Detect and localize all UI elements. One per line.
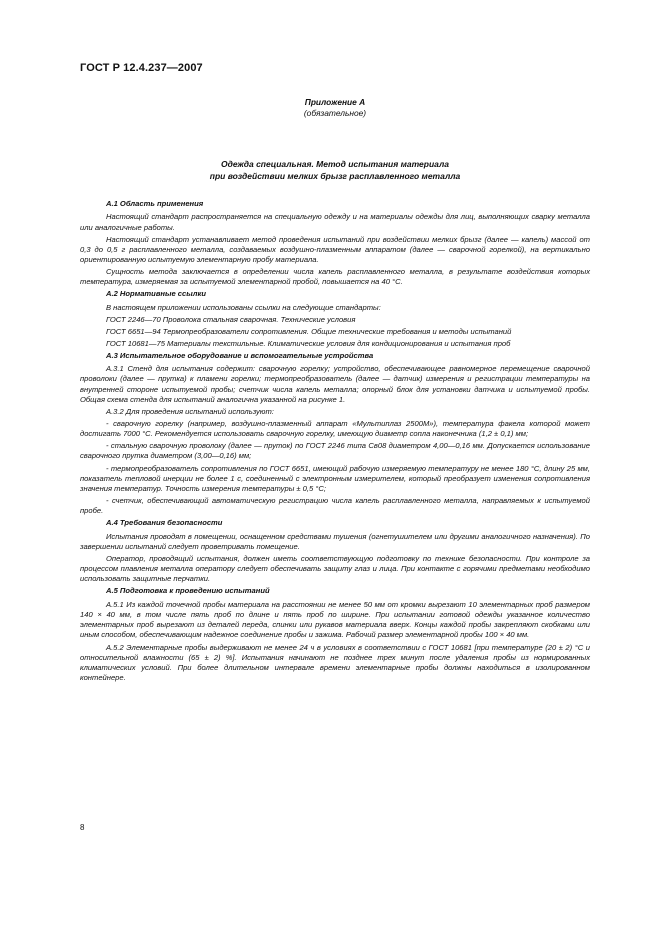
paragraph: ГОСТ 2246—70 Проволока стальная сварочная. Технические условия [106, 314, 356, 324]
paragraph: - термопреобразователь сопротивления по ГОСТ 6651, имеющий рабочую измеряемую температуру не менее 180 °С, длину 25 мм, показатель тепловой инерции не более 1 с, соединенный с электронным измерителем, который преобразует изменения сопротивления значения температур. Точность измерения температуры ± 0,5 °С; [80, 463, 590, 494]
page-number: 8 [80, 823, 85, 832]
paragraph: - стальную сварочную проволоку (далее — пруток) по ГОСТ 2246 типа Св08 диаметром 4,00—0,16 мм. Допускается использование сварочного прутка диаметром (3,00—0,16) мм; [80, 441, 590, 461]
section-heading: А.4 Требования безопасности [106, 518, 223, 528]
paragraph: ГОСТ 6651—94 Термопреобразователи сопротивления. Общие технические требования и методы испытаний [106, 326, 512, 336]
paragraph: ГОСТ 10681—75 Материалы текстильные. Климатические условия для кондиционирования и испытания проб [106, 338, 511, 348]
paragraph: - счетчик, обеспечивающий автоматическую регистрацию числа капель расплавленного металла, направляемых к испытуемой пробе. [80, 496, 590, 516]
document-title [80, 158, 590, 182]
annex-heading [80, 97, 590, 119]
document-body [80, 198, 590, 685]
paragraph: А.3.1 Стенд для испытания содержит: сварочную горелку; устройство, обеспечивающее равномерное перемещение сварочной проволоки (далее — прутка) к пламени горелки; термопреобразователь (далее — датчик) измерения и регистрации температуры на внутренней стороне испытуемой пробы; счетчик числа капель металла; опорный блок для установки датчика и испытуемой пробы. Общая схема стенда для испытаний аналогична указанной на рисунке 1. [80, 364, 590, 404]
paragraph: А.5.1 Из каждой точечной пробы материала на расстоянии не менее 50 мм от кромки вырезают 10 элементарных проб размером 140 × 40 мм, в том числе пять проб по длине и пять проб по ширине. При испытании готовой одежды указанное количество элементарных проб вырезают из деталей переда, спинки или рукавов материала вверх. Концы каждой пробы закрепляют скобками или иным способом, обеспечивающим надежное соединение пробы и зажима. Рабочий размер элементарной пробы 100 × 40 мм. [80, 599, 590, 640]
paragraph: Сущность метода заключается в определении числа капель расплавленного металла, в результате воздействия которых температура, измеряемая за испытуемой элементарной пробой, повышается на 40 °С. [80, 267, 590, 287]
section-heading: А.1 Область применения [106, 199, 204, 208]
annex-status: (обязательное) [303, 108, 367, 118]
paragraph: Настоящий стандарт распространяется на специальную одежду и на материалы одежды для лиц, выполняющих сварку металла или аналогичные работы. [80, 212, 590, 232]
paragraph: - сварочную горелку (например, воздушно-плазменный аппарат «Мультиплаз 2500М»), температура факела которой может достигать 7000 °С. Рекомендуется использовать сварочную горелку, имеющую диаметр сопла наконечника (1,2 ± 0,1) мм; [80, 418, 590, 439]
paragraph: Оператор, проводящий испытания, должен иметь соответствующую подготовку по технике безопасности. При контроле за процессом плавления металла оператору следует обеспечивать защиту глаз и лица. При контакте с горячими предметами необходимо использовать защитные перчатки. [80, 553, 590, 584]
section-heading: А.2 Нормативные ссылки [106, 289, 206, 299]
document-title-line-1: Одежда специальная. Метод испытания материала [221, 159, 449, 169]
annex-title: Приложение А [304, 97, 366, 107]
section-heading: А.5 Подготовка к проведению испытаний [106, 586, 270, 596]
paragraph: Испытания проводят в помещении, оснащенном средствами тушения (огнетушителем или другими аналогичного назначения). По завершении испытаний следует проветривать помещение. [80, 531, 590, 551]
paragraph: Настоящий стандарт устанавливает метод проведения испытаний при воздействии мелких брызг (далее — капель) массой от 0,3 до 0,5 г расплавленного металла, создаваемых воздушно-плазменным аппаратом (далее — сварочной горелкой), на вертикально ориентированную испытуемую элементарную пробу материала. [80, 234, 590, 265]
document-id: ГОСТ Р 12.4.237—2007 [80, 62, 203, 74]
paragraph: А.3.2 Для проведения испытаний используют: [106, 406, 274, 416]
paragraph: В настоящем приложении использованы ссылки на следующие стандарты: [106, 302, 381, 312]
section-heading: А.3 Испытательное оборудование и вспомогательные устройства [106, 350, 374, 360]
document-title-line-2: при воздействии мелких брызг расплавленного металла [209, 171, 461, 181]
paragraph: А.5.2 Элементарные пробы выдерживают не менее 24 ч в условиях в соответствии с ГОСТ 10681 [при температуре (20 ± 2) °С и относительной влажности (65 ± 2) %]. Испытания начинают не позднее трех минут после удаления пробы из нормированных климатических условий. При более длительном интервале времени элементарные пробы должны находиться в изолированном контейнере. [80, 642, 590, 683]
